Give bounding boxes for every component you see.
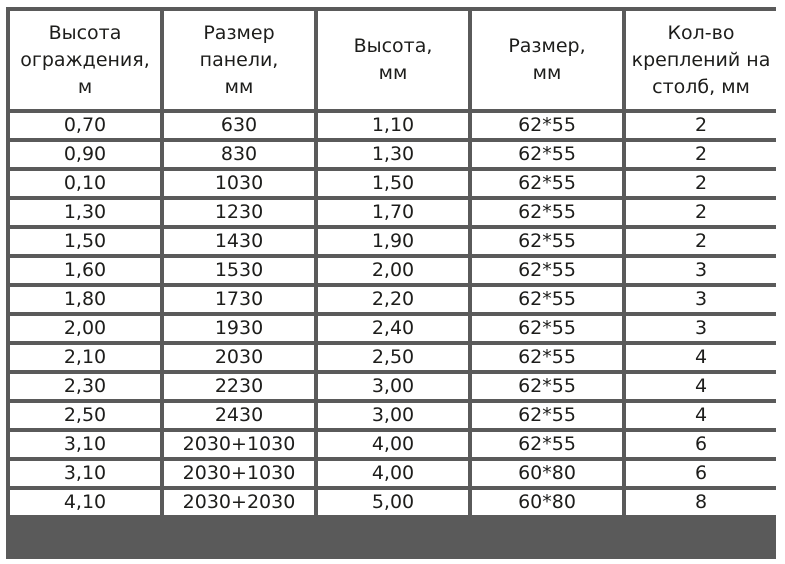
fasteners-count-cell: 4 (626, 403, 776, 428)
table-row (10, 171, 776, 196)
post-height-cell: 2,00 (318, 258, 468, 283)
fence-spec-table (6, 7, 780, 519)
fasteners-count-cell: 3 (626, 316, 776, 341)
post-size-cell: 62*55 (472, 113, 622, 138)
fence-height-cell: 0,10 (10, 171, 160, 196)
header-line: Кол-во (667, 21, 735, 44)
panel-size-cell: 1930 (164, 316, 314, 341)
post-height-cell: 3,00 (318, 374, 468, 399)
header-post-height (318, 11, 468, 109)
post-size-cell: 62*55 (472, 432, 622, 457)
fence-spec-table-frame (6, 7, 776, 559)
table-row (10, 316, 776, 341)
table-row (10, 113, 776, 138)
panel-size-cell: 2030+1030 (164, 461, 314, 486)
post-size-cell: 62*55 (472, 171, 622, 196)
panel-size-cell: 2030+2030 (164, 490, 314, 515)
header-line: столб, мм (652, 75, 750, 98)
header-line: ограждения, (20, 48, 150, 71)
table-row (10, 229, 776, 254)
post-height-cell: 2,50 (318, 345, 468, 370)
post-size-cell: 62*55 (472, 258, 622, 283)
post-height-cell: 2,20 (318, 287, 468, 312)
fence-height-cell: 1,60 (10, 258, 160, 283)
panel-size-cell: 2430 (164, 403, 314, 428)
panel-size-cell: 1530 (164, 258, 314, 283)
panel-size-cell: 630 (164, 113, 314, 138)
fence-height-cell: 0,90 (10, 142, 160, 167)
table-row (10, 374, 776, 399)
fence-height-cell: 2,30 (10, 374, 160, 399)
post-size-cell: 62*55 (472, 374, 622, 399)
post-size-cell: 62*55 (472, 287, 622, 312)
header-line: Высота (48, 21, 122, 44)
table-row (10, 287, 776, 312)
fence-height-cell: 4,10 (10, 490, 160, 515)
header-line: м (77, 75, 93, 98)
header-line: Высота, (353, 35, 433, 57)
fasteners-count-cell: 2 (626, 229, 776, 254)
table-row (10, 200, 776, 225)
fence-height-cell: 0,70 (10, 113, 160, 138)
fence-height-cell: 2,10 (10, 345, 160, 370)
post-size-cell: 62*55 (472, 345, 622, 370)
panel-size-cell: 830 (164, 142, 314, 167)
panel-size-cell: 1030 (164, 171, 314, 196)
post-height-cell: 2,40 (318, 316, 468, 341)
table-row (10, 403, 776, 428)
fasteners-count-cell: 2 (626, 171, 776, 196)
post-height-cell: 1,10 (318, 113, 468, 138)
post-size-cell: 60*80 (472, 461, 622, 486)
fence-height-cell: 1,30 (10, 200, 160, 225)
fence-height-cell: 3,10 (10, 432, 160, 457)
fasteners-count-cell: 2 (626, 113, 776, 138)
post-height-cell: 1,30 (318, 142, 468, 167)
header-line: Размер, (508, 35, 586, 57)
header-line: мм (532, 62, 562, 84)
fasteners-count-cell: 2 (626, 142, 776, 167)
fence-height-cell: 2,00 (10, 316, 160, 341)
fence-height-cell: 1,50 (10, 229, 160, 254)
fasteners-count-cell: 6 (626, 461, 776, 486)
table-row (10, 461, 776, 486)
post-size-cell: 62*55 (472, 142, 622, 167)
fasteners-count-cell: 2 (626, 200, 776, 225)
header-line: панели, (199, 48, 279, 71)
post-height-cell: 1,70 (318, 200, 468, 225)
header-post-size (472, 11, 622, 109)
header-line: креплений на (631, 48, 771, 71)
header-line: мм (378, 62, 408, 84)
fence-height-cell: 3,10 (10, 461, 160, 486)
table-row (10, 345, 776, 370)
post-size-cell: 62*55 (472, 229, 622, 254)
panel-size-cell: 2030+1030 (164, 432, 314, 457)
post-height-cell: 1,90 (318, 229, 468, 254)
table-row (10, 432, 776, 457)
post-size-cell: 62*55 (472, 316, 622, 341)
post-height-cell: 3,00 (318, 403, 468, 428)
fence-height-cell: 1,80 (10, 287, 160, 312)
fasteners-count-cell: 6 (626, 432, 776, 457)
header-fasteners-count (626, 11, 776, 109)
fasteners-count-cell: 3 (626, 258, 776, 283)
post-size-cell: 60*80 (472, 490, 622, 515)
fasteners-count-cell: 8 (626, 490, 776, 515)
panel-size-cell: 2230 (164, 374, 314, 399)
table-row (10, 490, 776, 515)
header-panel-size (164, 11, 314, 109)
post-height-cell: 1,50 (318, 171, 468, 196)
header-line: Размер (203, 21, 275, 44)
post-size-cell: 62*55 (472, 200, 622, 225)
post-height-cell: 4,00 (318, 461, 468, 486)
header-fence-height (10, 11, 160, 109)
table-body (10, 113, 776, 515)
header-line: мм (224, 75, 254, 98)
post-height-cell: 5,00 (318, 490, 468, 515)
fasteners-count-cell: 4 (626, 345, 776, 370)
panel-size-cell: 2030 (164, 345, 314, 370)
panel-size-cell: 1730 (164, 287, 314, 312)
table-header-row (10, 11, 776, 109)
post-height-cell: 4,00 (318, 432, 468, 457)
table-row (10, 142, 776, 167)
fasteners-count-cell: 4 (626, 374, 776, 399)
panel-size-cell: 1430 (164, 229, 314, 254)
table-row (10, 258, 776, 283)
fence-height-cell: 2,50 (10, 403, 160, 428)
fasteners-count-cell: 3 (626, 287, 776, 312)
post-size-cell: 62*55 (472, 403, 622, 428)
panel-size-cell: 1230 (164, 200, 314, 225)
